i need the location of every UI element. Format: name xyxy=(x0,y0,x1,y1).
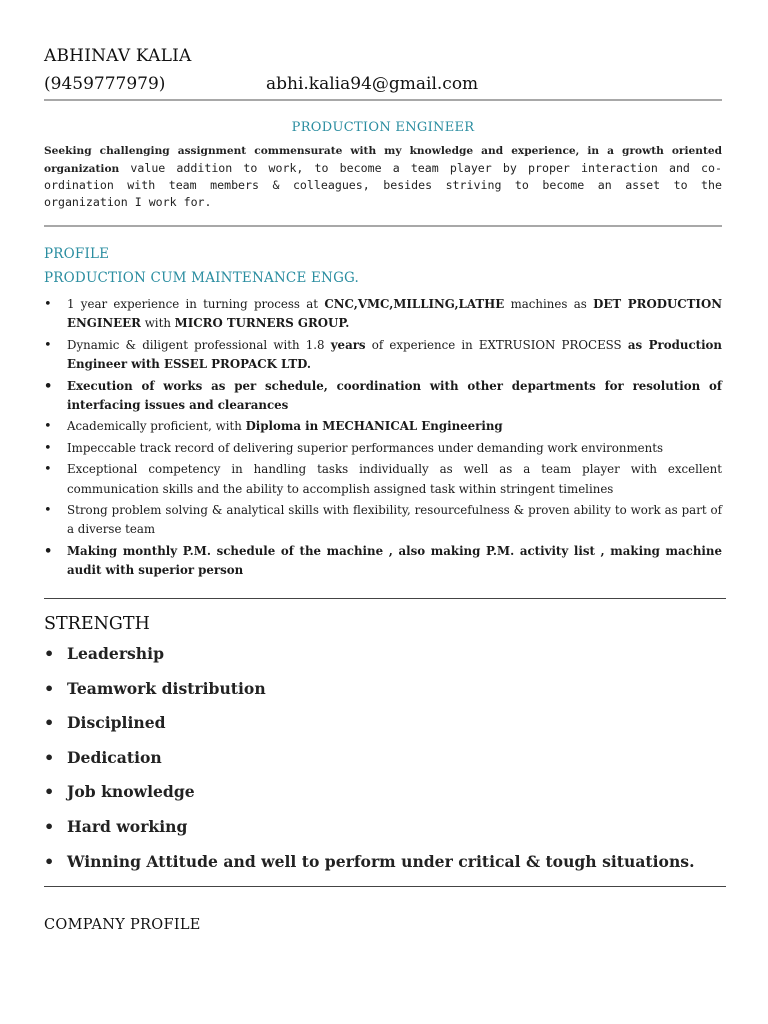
list-item-text: Academically proficient, with xyxy=(67,419,246,434)
position-title: PRODUCTION ENGINEER xyxy=(291,120,475,135)
list-item-bold: DET PRODUCTION ENGINEER xyxy=(67,297,723,331)
list-item: • Exceptional competency in handling tasks individually as well as a team player with excellent communication skills and the ability to accomplish assigned task within stringent timelines xyxy=(44,460,722,499)
list-item-bold: Diploma in MECHANICAL Engineering xyxy=(245,419,503,434)
list-item: • Impeccable track record of delivering superior performances under demanding work environments xyxy=(44,439,722,458)
list-item-text: 1 year experience in turning process at xyxy=(67,297,325,311)
profile-subheading: PRODUCTION CUM MAINTENANCE ENGG. xyxy=(44,270,360,286)
list-item: • Dedication xyxy=(44,745,724,780)
list-item: • Job knowledge xyxy=(44,779,724,814)
profile-heading: PROFILE xyxy=(44,246,110,262)
list-item xyxy=(44,417,722,436)
strength-divider xyxy=(44,886,726,887)
list-item xyxy=(44,336,722,375)
list-item: • Making monthly P.M. schedule of the machine , also making P.M. activity list , making machine audit with superior person xyxy=(44,542,722,581)
candidate-phone: (9459777979) xyxy=(44,74,166,94)
list-item: • Leadership xyxy=(44,641,724,676)
objective-divider xyxy=(44,225,722,227)
strength-heading: STRENGTH xyxy=(44,614,150,634)
objective-rest: value addition to work, to become a team player by proper interaction and co-ordination with team members & colleagues, besides striving to become an asset to the organization I work for. xyxy=(44,160,722,209)
list-item-text: Dynamic & diligent professional with 1.8 xyxy=(67,337,331,352)
list-item-text: of experience in EXTRUSION PROCESS xyxy=(365,337,628,352)
objective-lead: Seeking challenging assignment commensurate with my knowledge and experience, in a growth oriented organization xyxy=(44,145,722,175)
list-item: • Execution of works as per schedule, coordination with other departments for resolution of interfacing issues and clearances xyxy=(44,377,722,416)
list-item-bold: MICRO TURNERS GROUP. xyxy=(174,316,350,331)
list-item xyxy=(44,295,722,334)
profile-list xyxy=(44,295,722,583)
list-item-text: machines as xyxy=(504,297,594,311)
list-item: • Winning Attitude and well to perform under critical & tough situations. xyxy=(44,849,724,884)
list-item-text: with xyxy=(140,316,175,331)
list-item: • Teamwork distribution xyxy=(44,676,724,711)
strength-list xyxy=(44,641,724,883)
list-item: • Strong problem solving & analytical skills with flexibility, resourcefulness & proven ability to work as part of a diverse team xyxy=(44,501,722,540)
header-divider xyxy=(44,99,722,101)
list-item-bold: as Production Engineer with ESSEL PROPACK LTD. xyxy=(67,337,722,372)
profile-divider xyxy=(44,598,726,599)
list-item: • Hard working xyxy=(44,814,724,849)
candidate-name: ABHINAV KALIA xyxy=(44,46,192,66)
company-profile-heading: COMPANY PROFILE xyxy=(44,917,201,933)
list-item-bold: CNC,VMC,MILLING,LATHE xyxy=(324,297,505,311)
objective-paragraph xyxy=(44,142,722,210)
candidate-email: abhi.kalia94@gmail.com xyxy=(266,74,479,94)
list-item-bold: years xyxy=(330,337,366,352)
list-item: • Disciplined xyxy=(44,710,724,745)
